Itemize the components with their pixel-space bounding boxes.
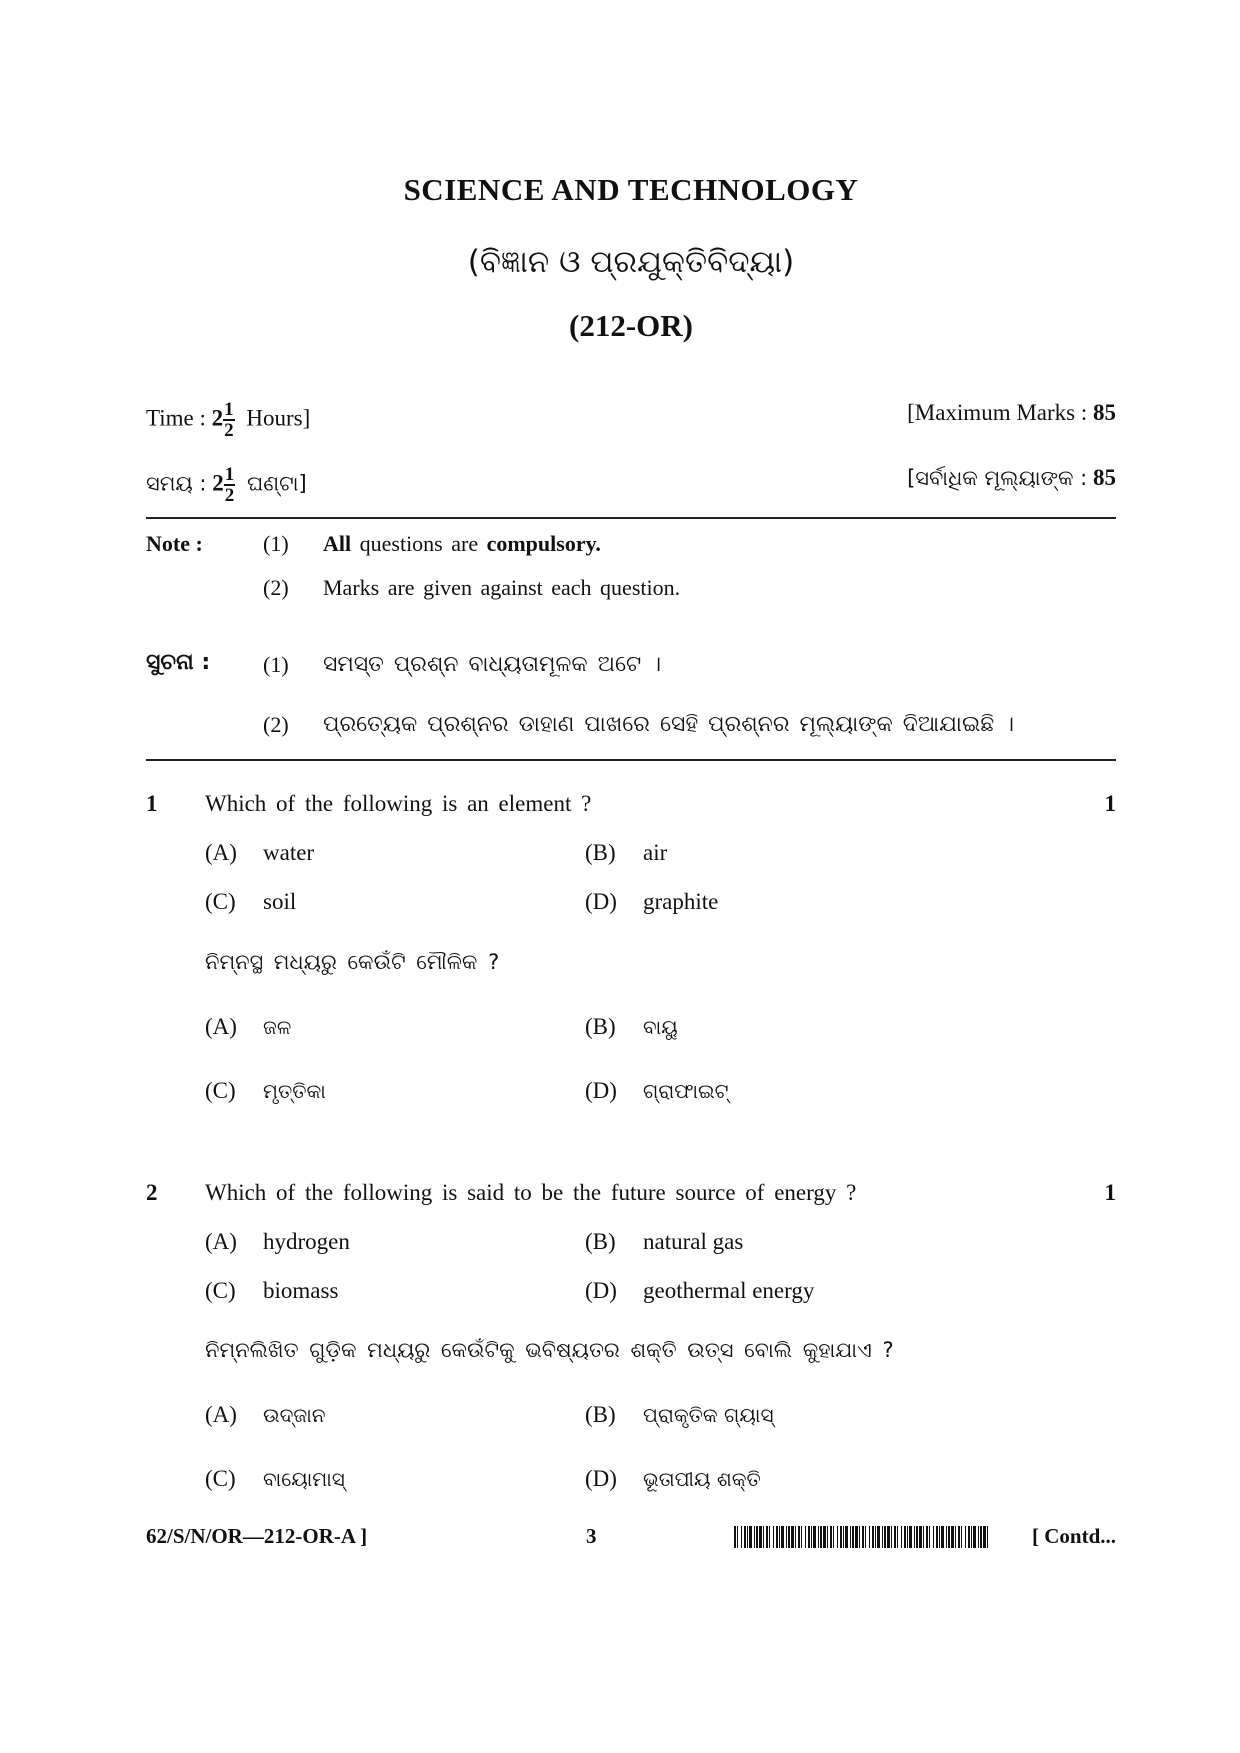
barcode-bar bbox=[914, 1526, 915, 1548]
time-denominator: 2 bbox=[224, 420, 234, 441]
option-d-odia bbox=[585, 1466, 761, 1492]
divider-top bbox=[146, 517, 1116, 519]
question-text: Which of the following is said to be the future source of energy ? bbox=[205, 1180, 857, 1205]
barcode-bar bbox=[862, 1526, 864, 1548]
option-label: (C) bbox=[205, 1078, 236, 1103]
note-odia-item-1-text: ସମସ୍ତ ପ୍ରଶ୍ନ ବାଧ୍ୟତାମୂଳକ ଅଟେ । bbox=[323, 652, 662, 677]
option-label: (D) bbox=[585, 1466, 617, 1491]
question-number: 2 bbox=[146, 1180, 158, 1205]
barcode-bar bbox=[958, 1526, 960, 1548]
option-label: (B) bbox=[585, 1229, 616, 1254]
barcode-bar bbox=[965, 1526, 966, 1548]
barcode-bar bbox=[961, 1526, 962, 1548]
time-info bbox=[146, 400, 310, 440]
max-marks-value: 85 bbox=[1093, 400, 1116, 425]
barcode-bar bbox=[791, 1526, 794, 1548]
barcode-bar bbox=[818, 1526, 819, 1548]
barcode-bar bbox=[823, 1526, 826, 1548]
time-label: Time : bbox=[146, 405, 206, 431]
time-unit: Hours] bbox=[246, 405, 311, 431]
barcode-bar bbox=[926, 1526, 928, 1548]
barcode-bar bbox=[850, 1526, 851, 1548]
barcode-bar bbox=[811, 1526, 812, 1548]
barcode-bar bbox=[909, 1526, 912, 1548]
barcode-bar bbox=[820, 1526, 822, 1548]
option-text: ବାୟୁ bbox=[643, 1015, 678, 1039]
barcode-bar bbox=[766, 1526, 768, 1548]
option-label: (B) bbox=[585, 840, 616, 865]
max-marks-odia bbox=[907, 465, 1116, 491]
option-a bbox=[205, 840, 314, 866]
option-label: (A) bbox=[205, 1014, 237, 1039]
barcode-bar bbox=[734, 1526, 736, 1548]
barcode-bar bbox=[741, 1526, 742, 1548]
option-text: ଗ୍ରାଫାଇଟ୍ bbox=[643, 1079, 729, 1103]
barcode-bar bbox=[830, 1526, 832, 1548]
option-text: ଭୂତାପୀୟ ଶକ୍ତି bbox=[643, 1467, 761, 1491]
question-text-odia: ନିମ୍ନଲିଖିତ ଗୁଡ଼ିକ ମଧ୍ୟରୁ କେଉଁଟିକୁ ଭବିଷ୍ୟତର ଶକ୍ତି ଉତ୍ସ ବୋଲି କୁହାଯାଏ ? bbox=[205, 1338, 894, 1362]
option-c bbox=[205, 1278, 338, 1304]
barcode-bar bbox=[923, 1526, 924, 1548]
option-text: geothermal energy bbox=[643, 1278, 815, 1303]
option-d bbox=[585, 1278, 814, 1304]
time-whole: 2 bbox=[211, 405, 224, 431]
note-item-2-num: (2) bbox=[263, 575, 289, 600]
barcode-bar bbox=[786, 1526, 787, 1548]
option-c bbox=[205, 889, 296, 915]
note-label-odia: ସୁଚନା : bbox=[146, 650, 211, 675]
footer-paper-code: 62/S/N/OR—212-OR-A ] bbox=[146, 1524, 368, 1548]
barcode-bar bbox=[980, 1526, 982, 1548]
barcode-bar bbox=[907, 1526, 908, 1548]
option-b bbox=[585, 840, 667, 866]
option-a-odia bbox=[205, 1014, 291, 1040]
option-text: ବାୟୋମାସ୍ bbox=[263, 1467, 345, 1491]
option-label: (C) bbox=[205, 889, 236, 914]
barcode-bar bbox=[805, 1526, 806, 1548]
barcode-bar bbox=[845, 1526, 848, 1548]
barcode-bar bbox=[798, 1526, 800, 1548]
option-label: (A) bbox=[205, 840, 237, 865]
note-odia-item-2-num: (2) bbox=[263, 712, 289, 737]
option-c-odia bbox=[205, 1078, 326, 1104]
time-fraction bbox=[223, 400, 235, 440]
barcode-bar bbox=[744, 1526, 746, 1548]
note-item-2-text: Marks are given against each question. bbox=[323, 575, 681, 600]
question-text-odia: ନିମ୍ନସ୍ଥ ମଧ୍ୟରୁ କେଉଁଟି ମୌଳିକ ? bbox=[205, 950, 500, 974]
barcode-bar bbox=[941, 1526, 944, 1548]
barcode-bar bbox=[781, 1526, 784, 1548]
barcode-bar bbox=[759, 1526, 762, 1548]
option-label: (B) bbox=[585, 1014, 616, 1039]
option-text: hydrogen bbox=[263, 1229, 350, 1254]
option-label: (C) bbox=[205, 1278, 236, 1303]
barcode-bar bbox=[948, 1526, 950, 1548]
barcode-bar bbox=[978, 1526, 979, 1548]
option-b-odia bbox=[585, 1402, 774, 1428]
barcode-bar bbox=[987, 1526, 988, 1548]
barcode-bar bbox=[897, 1526, 898, 1548]
exam-page bbox=[146, 0, 1116, 1753]
max-marks bbox=[907, 400, 1116, 426]
question-number: 1 bbox=[146, 791, 158, 816]
barcode-bar bbox=[754, 1526, 755, 1548]
barcode-bar bbox=[955, 1526, 956, 1548]
time-info-odia bbox=[146, 465, 307, 505]
option-text: biomass bbox=[263, 1278, 339, 1303]
barcode-bar bbox=[882, 1526, 883, 1548]
page-title: SCIENCE AND TECHNOLOGY bbox=[403, 172, 859, 207]
divider-bottom bbox=[146, 759, 1116, 761]
option-label: (D) bbox=[585, 1078, 617, 1103]
barcode-bar bbox=[779, 1526, 780, 1548]
time-fraction-odia bbox=[224, 465, 236, 505]
option-a-odia bbox=[205, 1402, 326, 1428]
barcode-bar bbox=[891, 1526, 892, 1548]
barcode-bar bbox=[855, 1526, 858, 1548]
barcode-bar bbox=[983, 1526, 986, 1548]
barcode-bar bbox=[827, 1526, 828, 1548]
note-label: Note : bbox=[146, 531, 203, 556]
option-b bbox=[585, 1229, 743, 1255]
option-a bbox=[205, 1229, 350, 1255]
option-text: soil bbox=[263, 889, 297, 914]
option-label: (D) bbox=[585, 889, 617, 914]
time-label-odia: ସମୟ : bbox=[146, 471, 207, 496]
barcode-bar bbox=[904, 1526, 906, 1548]
note-item-1-num: (1) bbox=[263, 531, 289, 556]
barcode-bar bbox=[884, 1526, 886, 1548]
option-text: ମୃତ୍ତିକା bbox=[263, 1079, 326, 1103]
barcode-graphic bbox=[734, 1526, 988, 1548]
barcode-bar bbox=[919, 1526, 922, 1548]
option-text: air bbox=[643, 840, 668, 865]
question-marks: 1 bbox=[1104, 1180, 1116, 1205]
barcode-bar bbox=[788, 1526, 790, 1548]
option-label: (A) bbox=[205, 1229, 237, 1254]
barcode-bar bbox=[875, 1526, 876, 1548]
option-label: (B) bbox=[585, 1402, 616, 1427]
option-text: ପ୍ରାକୃତିକ ଗ୍ୟାସ୍ bbox=[643, 1403, 774, 1427]
time-numerator-odia: 1 bbox=[224, 464, 235, 485]
barcode-bar bbox=[971, 1526, 972, 1548]
option-c-odia bbox=[205, 1466, 345, 1492]
option-b-odia bbox=[585, 1014, 678, 1040]
barcode-bar bbox=[916, 1526, 918, 1548]
page-subtitle-odia: (ବିଜ୍ଞାନ ଓ ପ୍ରଯୁକ୍ତିବିଦ୍ୟା) bbox=[467, 244, 795, 280]
option-label: (D) bbox=[585, 1278, 617, 1303]
barcode-bar bbox=[756, 1526, 758, 1548]
barcode-bar bbox=[951, 1526, 954, 1548]
barcode-bar bbox=[968, 1526, 970, 1548]
barcode-bar bbox=[840, 1526, 842, 1548]
max-marks-label: [Maximum Marks : bbox=[907, 400, 1088, 425]
option-d-odia bbox=[585, 1078, 729, 1104]
barcode-bar bbox=[933, 1526, 934, 1548]
barcode-bar bbox=[939, 1526, 940, 1548]
page-footer bbox=[146, 1524, 1116, 1554]
note-item-1-text bbox=[323, 531, 601, 557]
barcode-bar bbox=[865, 1526, 866, 1548]
barcode-bar bbox=[813, 1526, 816, 1548]
time-denominator-odia: 2 bbox=[224, 485, 235, 506]
max-marks-value-odia: 85 bbox=[1093, 465, 1116, 490]
barcode-bar bbox=[894, 1526, 896, 1548]
barcode-bar bbox=[869, 1526, 870, 1548]
option-d bbox=[585, 889, 718, 915]
barcode-bar bbox=[808, 1526, 810, 1548]
time-numerator: 1 bbox=[224, 399, 234, 420]
barcode-bar bbox=[901, 1526, 902, 1548]
barcode-bar bbox=[795, 1526, 796, 1548]
barcode-bar bbox=[946, 1526, 947, 1548]
barcode-bar bbox=[749, 1526, 752, 1548]
option-text: water bbox=[263, 840, 315, 865]
barcode-bar bbox=[852, 1526, 854, 1548]
option-text: ଜଳ bbox=[263, 1015, 292, 1039]
barcode-bar bbox=[936, 1526, 938, 1548]
barcode-bar bbox=[973, 1526, 976, 1548]
barcode-bar bbox=[833, 1526, 834, 1548]
time-unit-odia: ଘଣ୍ଟା] bbox=[246, 471, 307, 496]
option-text: ଉଦ୍‌ଜାନ bbox=[263, 1403, 326, 1427]
barcode-bar bbox=[776, 1526, 778, 1548]
barcode-bar bbox=[769, 1526, 770, 1548]
barcode-bar bbox=[747, 1526, 748, 1548]
barcode-bar bbox=[737, 1526, 738, 1548]
page-number: 3 bbox=[586, 1524, 597, 1548]
barcode-bar bbox=[801, 1526, 802, 1548]
question-marks: 1 bbox=[1104, 791, 1116, 816]
barcode-bar bbox=[763, 1526, 764, 1548]
note-odia-item-1-num: (1) bbox=[263, 652, 289, 677]
barcode-bar bbox=[837, 1526, 838, 1548]
note-item-1-bold-all: All bbox=[323, 531, 352, 556]
question-text: Which of the following is an element ? bbox=[205, 791, 592, 816]
note-odia-item-2-text: ପ୍ରତ୍ୟେକ ପ୍ରଶ୍ନର ଡାହାଣ ପାଖରେ ସେହି ପ୍ରଶ୍ନର ମୂଲ୍ୟାଙ୍କ ଦିଆଯାଇଛି । bbox=[323, 712, 1015, 737]
barcode-bar bbox=[877, 1526, 880, 1548]
note-item-1-bold-compulsory: compulsory. bbox=[486, 531, 601, 556]
barcode-bar bbox=[773, 1526, 774, 1548]
option-text: natural gas bbox=[643, 1229, 744, 1254]
barcode-bar bbox=[872, 1526, 874, 1548]
barcode-bar bbox=[843, 1526, 844, 1548]
option-label: (A) bbox=[205, 1402, 237, 1427]
barcode-bar bbox=[929, 1526, 930, 1548]
continued-label: [ Contd... bbox=[1031, 1524, 1116, 1548]
time-whole-odia: 2 bbox=[212, 470, 224, 496]
option-text: graphite bbox=[643, 889, 719, 914]
note-item-1-mid: questions are bbox=[351, 531, 487, 556]
barcode-bar bbox=[859, 1526, 860, 1548]
option-label: (C) bbox=[205, 1466, 236, 1491]
paper-code: (212-OR) bbox=[569, 308, 693, 343]
barcode-bar bbox=[887, 1526, 890, 1548]
max-marks-label-odia: [ସର୍ବାଧିକ ମୂଲ୍ୟାଙ୍କ : bbox=[907, 466, 1088, 490]
